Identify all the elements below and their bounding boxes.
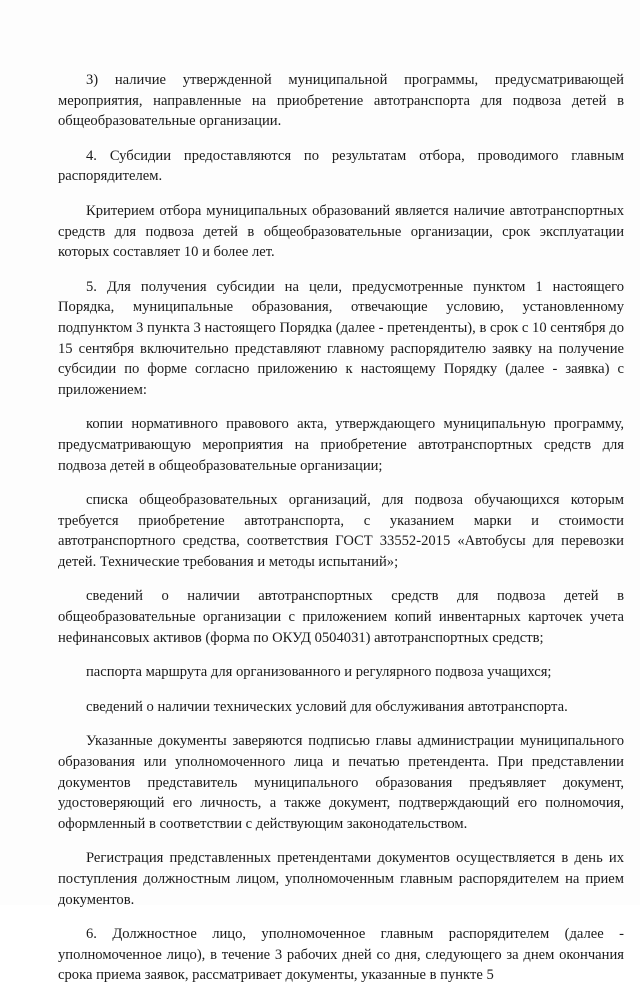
list-item-normative-act: копии нормативного правового акта, утверждающего муниципальную программу, предусматривающую мероприятия на приобретение автотранспортных средств для подвоза детей в общеобразовательные организации; [58,416,624,474]
paragraph-criterion: Критерием отбора муниципальных образований является наличие автотранспортных средств для подвоза детей в общеобразовательные организации, срок эксплуатации которых составляет 10 и более лет. [58,202,624,261]
paragraph-6: 6. Должностное лицо, уполномоченное главным распорядителем (далее - уполномоченное лицо), в течение 3 рабочих дней со дня, следующего за днем окончания срока приема заявок, рассматривает документы, указанные в пункте 5 [58,926,624,984]
paragraph-documents-certification: Указанные документы заверяются подписью главы администрации муниципального образования или уполномоченного лица и печатью претендента. При представлении документов представитель муниципального образования предъявляет документ, удостоверяющий его личность, а также документ, подтверждающий его полномочия, оформленный в соответствии с действующим законодательством. [58,733,624,832]
list-item-route-passport: паспорта маршрута для организованного и регулярного подвоза учащихся; [86,664,552,681]
paragraph-registration: Регистрация представленных претендентами документов осуществляется в день их поступления должностным лицом, уполномоченным главным распорядителем на прием документов. [58,850,624,908]
list-item-vehicles-info: сведений о наличии автотранспортных средств для подвоза детей в общеобразовательные организации с приложением копий инвентарных карточек учета нефинансовых активов (форма по ОКУД 0504031) автотранспортных средств; [58,588,624,646]
list-item-technical-conditions: сведений о наличии технических условий для обслуживания автотранспорта. [86,698,568,715]
paragraph-4: 4. Субсидии предоставляются по результатам отбора, проводимого главным распорядителем. [58,147,624,185]
list-item-schools-list: списка общеобразовательных организаций, для подвоза обучающихся которым требуется приобретение автотранспорта, с указанием марки и стоимости автотранспортного средства, соответствия ГОСТ 33552-2015 «Автобусы для перевозки детей. Технические требования и методы испытаний»; [58,492,624,570]
paragraph-5: 5. Для получения субсидии на цели, предусмотренные пунктом 1 настоящего Порядка, муниципальные образования, отвечающие условию, установленному подпунктом 3 пункта 3 настоящего Порядка (далее - претенденты), в срок с 10 сентября до 15 сентября включительно представляют главному распорядителю заявку на получение субсидии по форме согласно приложению к настоящему Порядку (далее - заявка) с приложением: [58,278,624,398]
document-body [58,70,624,1000]
paragraph-3-item3: 3) наличие утвержденной муниципальной программы, предусматривающей мероприятия, направленные на приобретение автотранспорта для подвоза детей в общеобразовательные организации. [58,72,624,130]
